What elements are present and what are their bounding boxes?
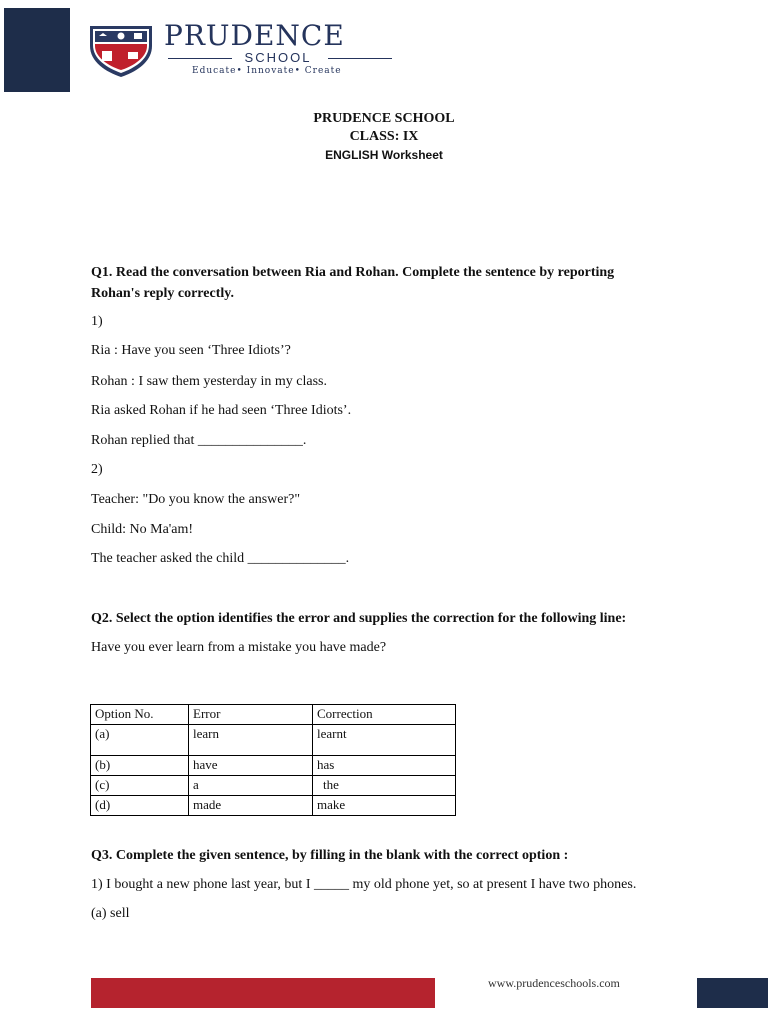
q1-part2-number: 2) — [91, 462, 103, 477]
q1-teacher-line: Teacher: "Do you know the answer?" — [91, 492, 301, 507]
header-corner-block — [4, 8, 70, 92]
table-cell: the — [313, 776, 456, 796]
footer-red-bar — [91, 978, 435, 1008]
worksheet-header — [0, 110, 768, 164]
brand-name: PRUDENCE — [164, 19, 345, 52]
q1-child-line: Child: No Ma'am! — [91, 522, 194, 537]
table-header-cell: Option No. — [91, 705, 189, 725]
q1-answer2-blank: The teacher asked the child ______________. — [91, 551, 350, 566]
class-title: CLASS: IX — [349, 129, 419, 144]
table-cell: (a) — [91, 725, 189, 756]
brand-tagline: Educate• Innovate• Create — [192, 66, 342, 76]
table-cell: have — [189, 756, 313, 776]
q2-sentence: Have you ever learn from a mistake you have made? — [91, 640, 387, 655]
q3-sentence-1: 1) I bought a new phone last year, but I _____ my old phone yet, so at present I have two phones. — [91, 877, 637, 892]
school-crest-icon — [86, 24, 156, 78]
q1-title-line1: Q1. Read the conversation between Ria and Rohan. Complete the sentence by reporting — [91, 265, 615, 280]
table-row — [91, 776, 456, 796]
q1-reported-line: Ria asked Rohan if he had seen ‘Three Idiots’. — [91, 403, 352, 418]
table-row — [91, 756, 456, 776]
school-logo — [86, 19, 406, 78]
q1-rohan-line: Rohan : I saw them yesterday in my class. — [91, 374, 328, 389]
table-cell: learn — [189, 725, 313, 756]
q3-title: Q3. Complete the given sentence, by filling in the blank with the correct option : — [91, 848, 569, 863]
table-cell: has — [313, 756, 456, 776]
table-row — [91, 725, 456, 756]
footer-website-link[interactable]: www.prudenceschools.com — [488, 976, 620, 990]
table-cell: a — [189, 776, 313, 796]
table-cell: (b) — [91, 756, 189, 776]
table-row — [91, 796, 456, 816]
q1-part1-number: 1) — [91, 314, 103, 329]
q2-title: Q2. Select the option identifies the error and supplies the correction for the following line: — [91, 611, 627, 626]
q1-answer-blank: Rohan replied that _______________. — [91, 433, 307, 448]
brand-rule-right — [328, 58, 392, 59]
q1-title-line2: Rohan's reply correctly. — [91, 286, 234, 301]
table-cell: (d) — [91, 796, 189, 816]
table-cell: learnt — [313, 725, 456, 756]
subject-title: ENGLISH Worksheet — [325, 148, 443, 162]
table-header-cell: Error — [189, 705, 313, 725]
table-header-cell: Correction — [313, 705, 456, 725]
brand-school: SCHOOL — [244, 50, 312, 65]
footer-navy-block — [697, 978, 768, 1008]
q3-option-a: (a) sell — [91, 906, 130, 921]
table-cell: make — [313, 796, 456, 816]
table-cell: made — [189, 796, 313, 816]
options-table — [90, 704, 456, 816]
table-header-row — [91, 705, 456, 725]
q1-ria-line: Ria : Have you seen ‘Three Idiots’? — [91, 343, 291, 358]
school-title: PRUDENCE SCHOOL — [313, 111, 455, 126]
table-cell: (c) — [91, 776, 189, 796]
